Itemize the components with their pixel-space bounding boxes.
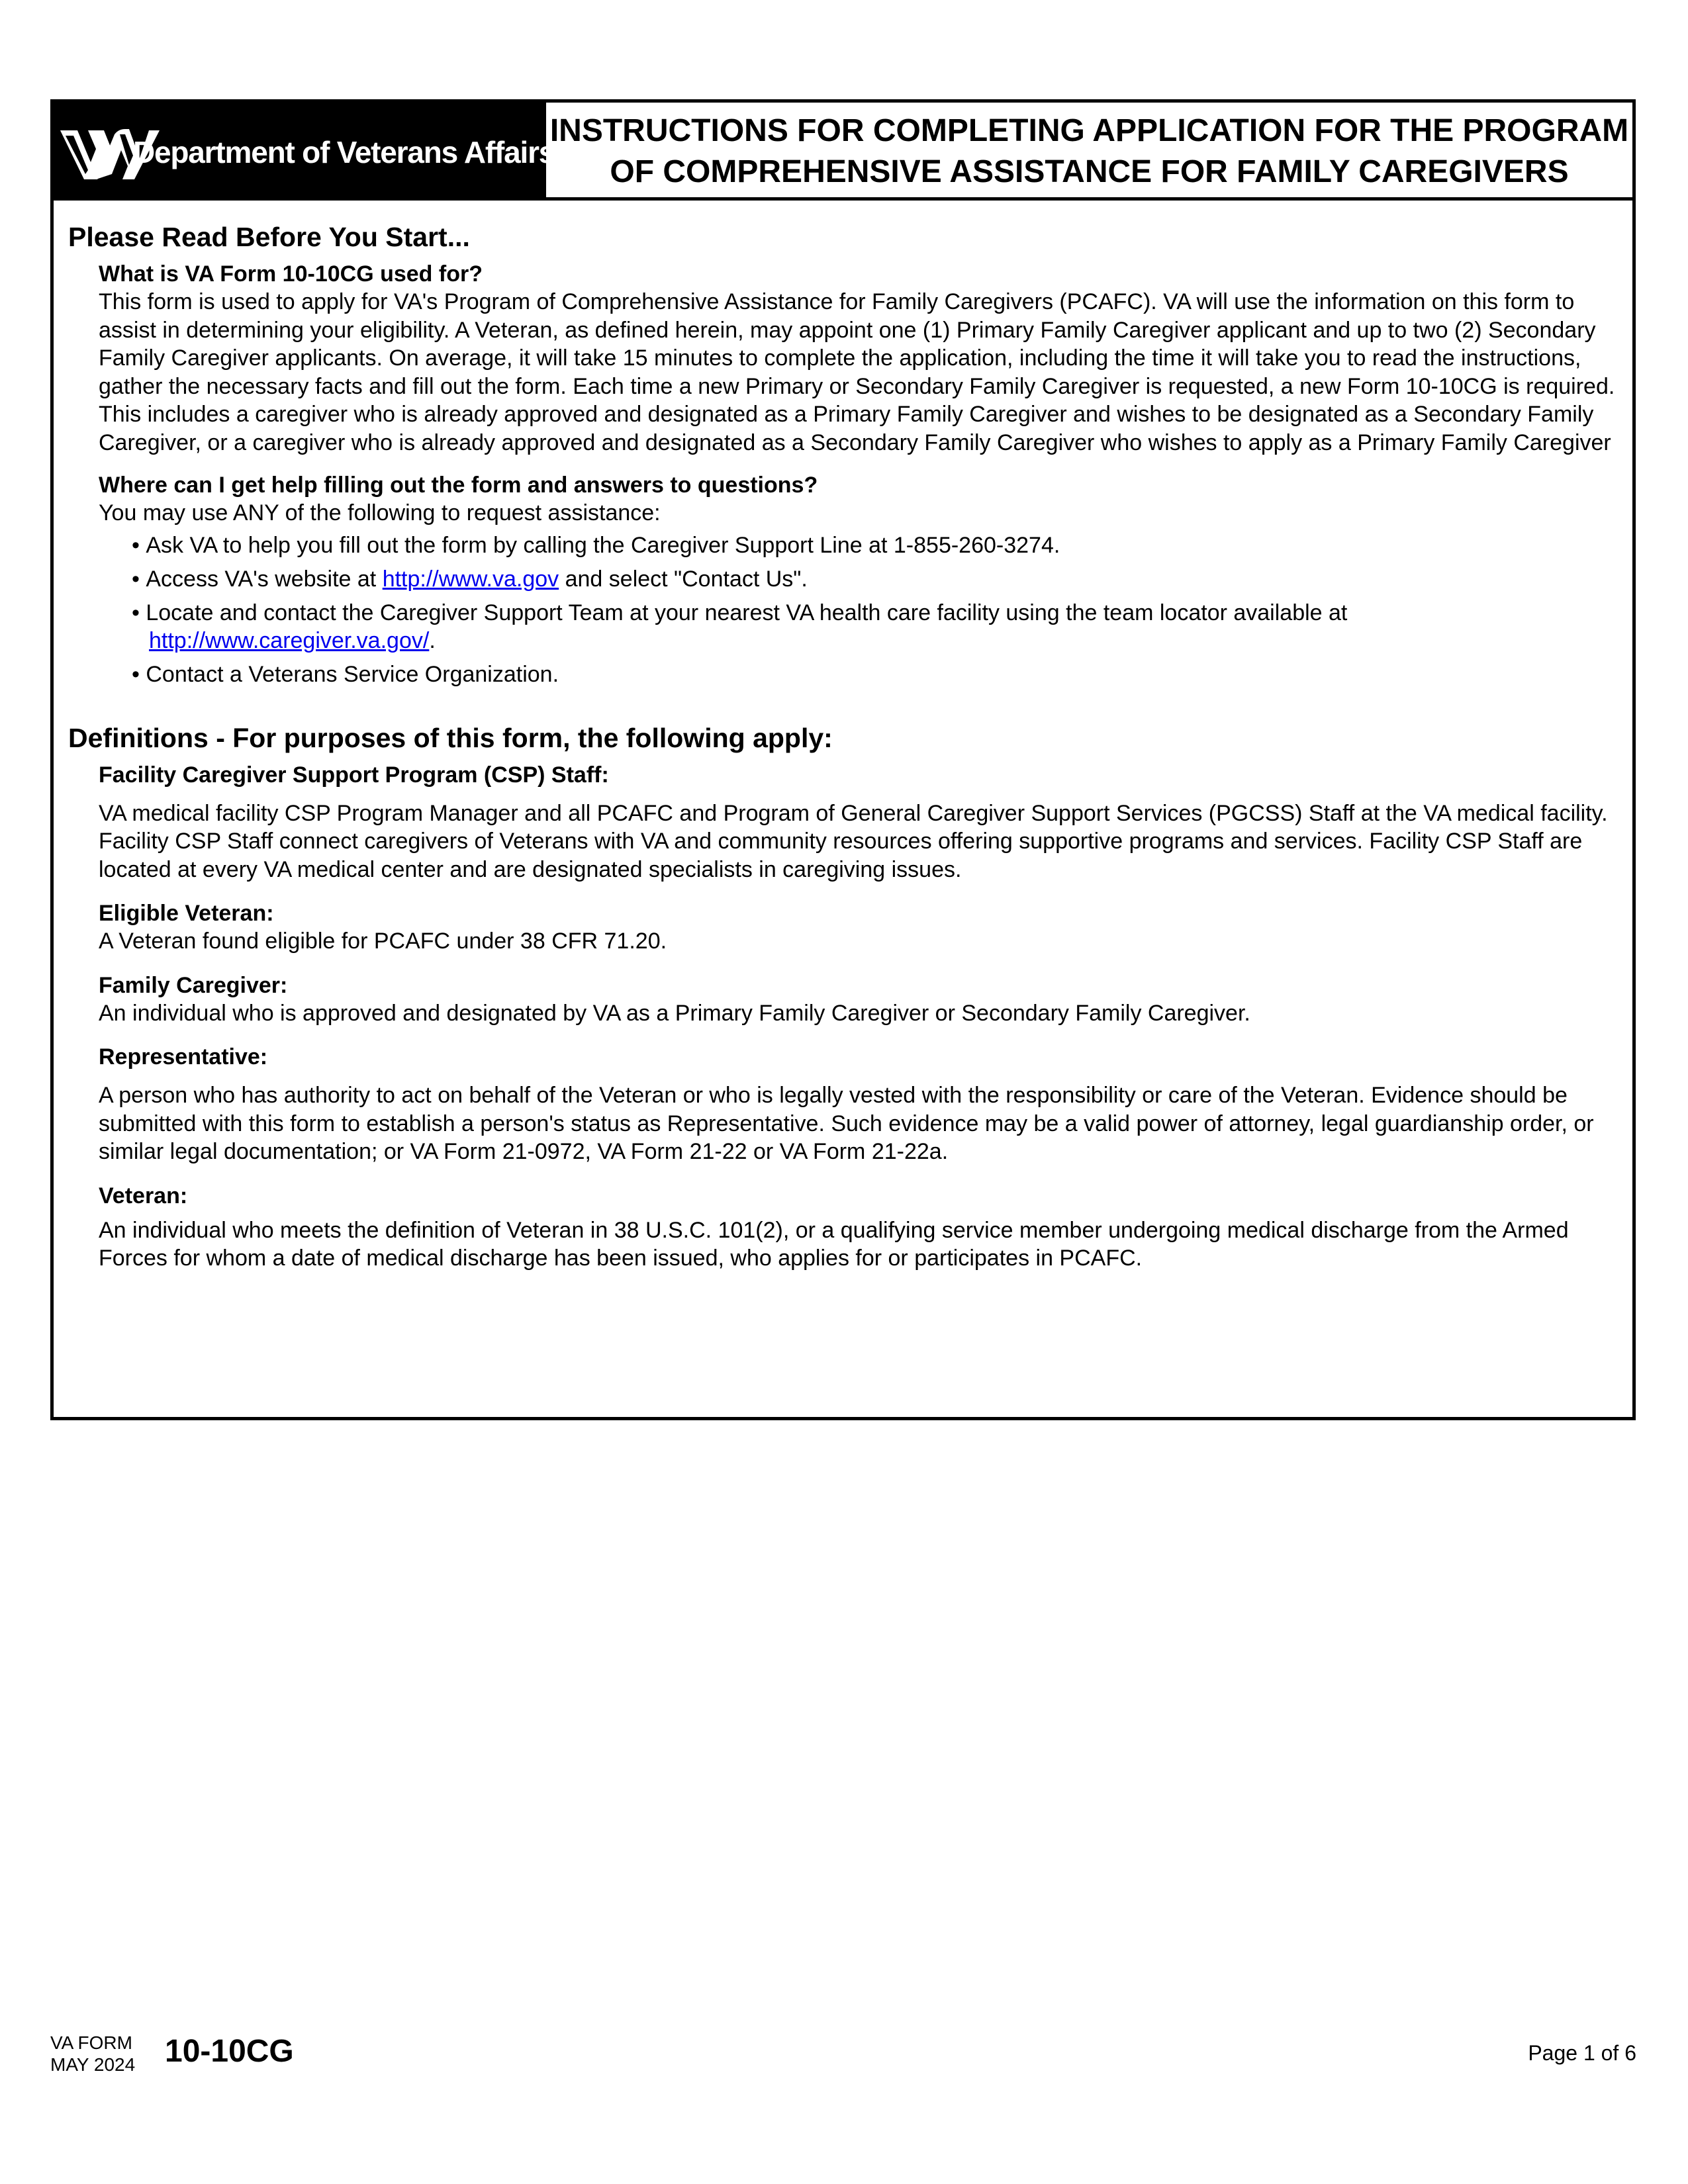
help-option-vso-text: Contact a Veterans Service Organization. <box>146 661 559 687</box>
help-option-vso <box>132 660 1618 688</box>
help-option-call-text: Ask VA to help you fill out the form by calling the Caregiver Support Line at 1-855-260-3274. <box>146 532 1060 558</box>
help-option-support-team <box>132 599 1618 655</box>
help-option-support-team-post: . <box>429 627 436 653</box>
answer-form-purpose: This form is used to apply for VA's Program of Comprehensive Assistance for Family Caregivers (PCAFC). VA will use the information on this form to assist in determining your eligibility. A Veteran, as defined herein, may appoint one (1) Primary Family Caregiver applicant and up to two (2) Secondary Family Caregiver applicants. On average, it will take 15 minutes to complete the application, including the time it will take you to read the instructions, gather the necessary facts and fill out the form. Each time a new Primary or Secondary Family Caregiver is requested, a new Form 10-10CG is required. This includes a caregiver who is already approved and designated as a Primary Family Caregiver and wishes to be designated as a Secondary Family Caregiver, or a caregiver who is already approved and designated as a Secondary Family Caregiver who wishes to apply as a Primary Family Caregiver <box>99 289 1615 455</box>
footer-form-date: MAY 2024 <box>50 2054 136 2075</box>
footer-form-number: 10-10CG <box>165 2034 294 2069</box>
footer-form-label <box>50 2032 135 2075</box>
definition-term-veteran: Veteran: <box>99 1183 188 1208</box>
definition-text-representative: A person who has authority to act on behalf of the Veteran or who is legally vested with the responsibility or care of the Veteran. Evidence should be submitted with this form to establish a person's status as Representative. Such evidence may be a valid power of attorney, legal guardianship order, or similar legal documentation; or VA Form 21-0972, VA Form 21-22 or VA Form 21-22a. <box>99 1083 1594 1164</box>
section-heading-read-before: Please Read Before You Start... <box>68 222 470 252</box>
section-heading-definitions: Definitions - For purposes of this form, the following apply: <box>68 722 833 753</box>
definition-term-csp-staff: Facility Caregiver Support Program (CSP) Staff: <box>99 762 609 788</box>
page-number: Page 1 of 6 <box>1528 2041 1636 2065</box>
form-title <box>546 111 1632 193</box>
definition-text-family-caregiver: An individual who is approved and designated by VA as a Primary Family Caregiver or Secondary Family Caregiver. <box>99 1000 1250 1026</box>
definition-text-csp-staff: VA medical facility CSP Program Manager and all PCAFC and Program of General Caregiver Support Services (PGCSS) Staff at the VA medical facility. Facility CSP Staff connect caregivers of Veterans with VA and community resources offering supportive programs and services. Facility CSP Staff are located at every VA medical center and are designated specialists in caregiving issues. <box>99 800 1608 882</box>
form-title-line-1: INSTRUCTIONS FOR COMPLETING APPLICATION FOR THE PROGRAM <box>549 113 1629 148</box>
help-option-website <box>132 565 1618 593</box>
definition-text-veteran: An individual who meets the definition of Veteran in 38 U.S.C. 101(2), or a qualifying service member undergoing medical discharge from the Armed Forces for whom a date of medical discharge has been issued, who applies for or participates in PCAFC. <box>99 1217 1569 1271</box>
definition-text-eligible-veteran: A Veteran found eligible for PCAFC under 38 CFR 71.20. <box>99 929 667 954</box>
form-header <box>54 103 1632 201</box>
agency-banner <box>54 103 555 197</box>
agency-name: Department of Veterans Affairs <box>133 135 555 169</box>
va-website-link[interactable]: http://www.va.gov <box>382 566 559 592</box>
answer-get-help-intro: You may use ANY of the following to request assistance: <box>99 500 661 525</box>
help-option-website-pre: Access VA's website at <box>146 566 383 592</box>
help-option-support-team-text: Locate and contact the Caregiver Support Team at your nearest VA health care facility using the team locator available at <box>146 600 1348 625</box>
help-option-website-post: and select "Contact Us". <box>559 566 808 592</box>
question-form-purpose: What is VA Form 10-10CG used for? <box>99 261 483 287</box>
form-content <box>54 201 1632 1273</box>
definition-term-family-caregiver: Family Caregiver: <box>99 972 288 998</box>
help-option-call <box>132 531 1618 559</box>
form-title-line-2: OF COMPREHENSIVE ASSISTANCE FOR FAMILY CAREGIVERS <box>610 154 1569 189</box>
caregiver-locator-link[interactable]: http://www.caregiver.va.gov/ <box>149 627 430 653</box>
definition-term-eligible-veteran: Eligible Veteran: <box>99 901 274 926</box>
help-options-list <box>68 531 1618 688</box>
instructions-form-box <box>50 99 1636 1420</box>
question-get-help: Where can I get help filling out the form and answers to questions? <box>99 473 818 498</box>
definition-term-representative: Representative: <box>99 1044 268 1069</box>
footer-form-label-line-1: VA FORM <box>50 2032 132 2053</box>
